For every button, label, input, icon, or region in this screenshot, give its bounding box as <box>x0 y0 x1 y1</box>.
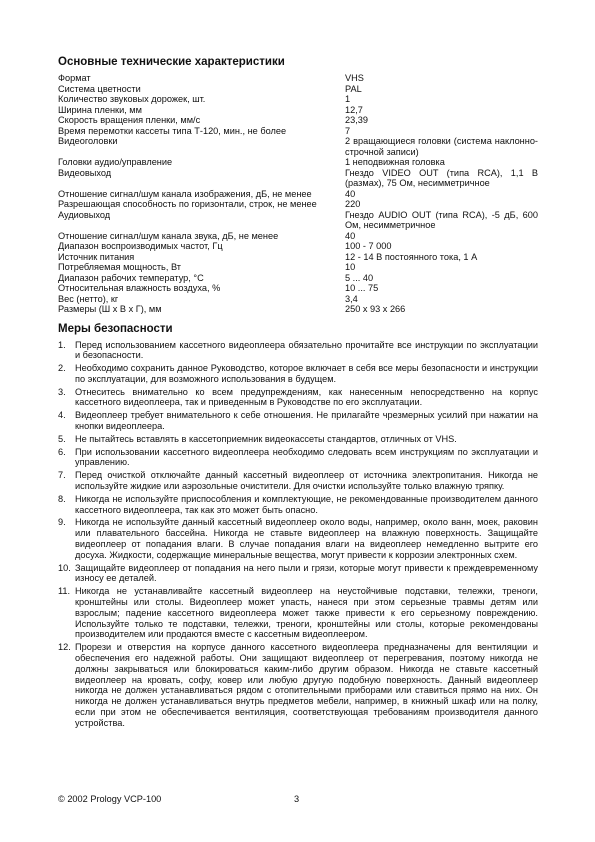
spec-label: Отношение сигнал/шум канала изображения, дБ, не менее <box>58 188 312 199</box>
spec-label: Скорость вращения пленки, мм/с <box>58 115 201 125</box>
rule-number: 1. <box>58 339 66 350</box>
rule-text: Не пытайтесь вставлять в кассетоприемник видеокассеты стандартов, отличных от VHS. <box>75 433 457 444</box>
spec-value: 10 <box>345 262 356 272</box>
spec-label: Вес (нетто), кг <box>58 293 119 304</box>
spec-value: 10 ... 75 <box>345 283 379 293</box>
spec-label: Аудиовыход <box>58 209 111 220</box>
spec-label: Время перемотки кассеты типа Т-120, мин., не более <box>58 125 287 136</box>
page-number: 3 <box>294 794 300 804</box>
spec-label: Видеоголовки <box>58 136 118 146</box>
spec-value: Гнездо VIDEO OUT (типа RCA), 1,1 В (размах), 75 Ом, несимметричное <box>345 167 538 188</box>
safety-heading: Меры безопасности <box>58 322 173 335</box>
safety-rule <box>58 447 538 469</box>
safety-rule <box>58 586 538 640</box>
rule-text: Видеоплеер требует внимательного к себе отношения. Не прилагайте чрезмерных усилий при нажатии на кнопки видеоплеера. <box>75 410 538 432</box>
safety-rule <box>58 563 538 585</box>
spec-label: Количество звуковых дорожек, шт. <box>58 94 206 104</box>
spec-label: Разрешающая способность по горизонтали, строк, не менее <box>58 199 317 209</box>
safety-rule <box>58 340 538 362</box>
rule-text: Никогда не используйте приспособления и комплектующие, не рекомендованные производителем данного кассетного видеоплеера, так как это может быть опасно. <box>75 493 538 515</box>
rule-number: 12. <box>58 642 71 653</box>
rule-number: 10. <box>58 562 71 573</box>
rule-text: Прорези и отверстия на корпусе данного кассетного видеоплеера предназначены для вентиляции и обеспечения его надежной работы. Они защищают видеоплеер от перегревания, поэтому никогда не должны закрываться или блокироваться каким-либо другим образом. Никогда не ставьте кассетный видеоплеер на кровать, софу, ковер или любую другую подобную поверхность. Данный видеоплеер никогда не должен устанавливаться рядом с отопительными приборами или ставиться прямо на них. Он никогда не должен устанавливаться внутрь предметов мебели, например, в книжный шкаф или на полку, если при этом не обеспечивается вентиляция, соответствующая требованиям производителя данного устройства. <box>75 642 538 728</box>
document-page <box>58 56 538 731</box>
rule-number: 5. <box>58 433 66 444</box>
spec-label: Ширина пленки, мм <box>58 104 142 115</box>
rule-number: 11. <box>58 586 71 597</box>
rule-text: Защищайте видеоплеер от попадания на него пыли и грязи, которые могут привести к преждевременному износу ее деталей. <box>75 562 538 584</box>
safety-rule <box>58 410 538 432</box>
spec-label: Размеры (Ш x В x Г), мм <box>58 304 162 314</box>
spec-row <box>58 241 538 252</box>
footer-copyright: © 2002 Prology VCP-100 <box>58 794 162 804</box>
spec-row <box>58 94 538 105</box>
spec-label: Головки аудио/управление <box>58 157 173 167</box>
rule-number: 7. <box>58 470 66 481</box>
spec-label: Относительная влажность воздуха, % <box>58 283 221 293</box>
spec-value: 220 <box>345 199 361 209</box>
rule-number: 6. <box>58 446 66 457</box>
spec-value: PAL <box>345 83 362 94</box>
spec-value: 2 вращающиеся головки (система наклонно-строчной записи) <box>345 136 538 157</box>
spec-label: Видеовыход <box>58 167 112 178</box>
rule-text: При использовании кассетного видеоплеера необходимо следовать всем инструкциям по эксплуатации и управлению. <box>75 446 538 468</box>
spec-value: 23,39 <box>345 115 368 125</box>
spec-value: 5 ... 40 <box>345 272 374 283</box>
safety-rules-list <box>58 340 538 729</box>
rule-number: 3. <box>58 386 66 397</box>
spec-label: Система цветности <box>58 83 141 94</box>
spec-row <box>58 273 538 284</box>
spec-value: 1 <box>345 94 351 104</box>
spec-row <box>58 294 538 305</box>
spec-value: 40 <box>345 230 356 241</box>
safety-rule <box>58 494 538 516</box>
spec-row <box>58 210 538 231</box>
rule-number: 8. <box>58 493 66 504</box>
spec-row <box>58 84 538 95</box>
spec-row <box>58 73 538 84</box>
safety-rule <box>58 387 538 409</box>
spec-label: Потребляемая мощность, Вт <box>58 262 181 272</box>
spec-value: 40 <box>345 188 356 199</box>
spec-label: Источник питания <box>58 251 135 262</box>
safety-rule <box>58 517 538 560</box>
spec-value: 250 x 93 x 266 <box>345 304 406 314</box>
rule-text: Никогда не устанавливайте кассетный видеоплеер на неустойчивые подставки, тележки, треноги, кронштейны или столы. Видеоплеер может упасть, нанеся при этом серьезные травмы детям или взрослым; падение кассетного видеоплеера может также привести к его серьезному повреждению. Используйте только те подставки, тележки, треноги, кронштейны или столы, которые рекомендованы производителем или продаются вместе с кассетным видеоплеером. <box>75 586 538 640</box>
spec-value: 12 - 14 В постоянного тока, 1 А <box>345 251 478 262</box>
spec-value: 12,7 <box>345 104 363 115</box>
safety-rule <box>58 470 538 492</box>
spec-row <box>58 231 538 242</box>
spec-row <box>58 168 538 189</box>
spec-value: 3,4 <box>345 293 358 304</box>
rule-text: Отнеситесь внимательно ко всем предупреждениям, как нанесенным непосредственно на корпус кассетного видеоплеера, так и приведенным в Руководстве по его эксплуатации. <box>75 386 538 408</box>
spec-row <box>58 136 538 157</box>
spec-value: 7 <box>345 125 351 136</box>
spec-value: Гнездо AUDIO OUT (типа RCA), -5 дБ, 600 Ом, несимметричное <box>345 209 538 230</box>
rule-text: Перед использованием кассетного видеоплеера обязательно прочитайте все инструкции по эксплуатации и безопасности. <box>75 339 538 361</box>
rule-text: Необходимо сохранить данное Руководство, которое включает в себя все меры безопасности и инструкции по эксплуатации, для возможного использования в будущем. <box>75 363 538 384</box>
spec-label: Отношение сигнал/шум канала звука, дБ, не менее <box>58 230 279 241</box>
rule-text: Перед очисткой отключайте данный кассетный видеоплеер от источника электропитания. Никогда не используйте жидкие или аэрозольные очистители. Для очистки используйте только влажную тряпку. <box>75 470 538 492</box>
rule-number: 9. <box>58 517 66 528</box>
spec-row <box>58 262 538 273</box>
safety-rule <box>58 434 538 445</box>
rule-number: 2. <box>58 363 66 374</box>
specs-table <box>58 73 538 315</box>
spec-row <box>58 157 538 168</box>
spec-row <box>58 126 538 137</box>
spec-label: Формат <box>58 73 91 83</box>
spec-row <box>58 105 538 116</box>
safety-rule <box>58 363 538 385</box>
spec-value: 100 - 7 000 <box>345 241 392 251</box>
spec-row <box>58 199 538 210</box>
rule-number: 4. <box>58 410 66 421</box>
safety-rule <box>58 642 538 728</box>
spec-value: 1 неподвижная головка <box>345 157 445 167</box>
spec-row <box>58 189 538 200</box>
spec-row <box>58 115 538 126</box>
specs-heading: Основные технические характеристики <box>58 56 285 68</box>
spec-label: Диапазон воспроизводимых частот, Гц <box>58 241 223 251</box>
spec-row <box>58 252 538 263</box>
spec-value: VHS <box>345 73 364 83</box>
spec-label: Диапазон рабочих температур, °C <box>58 272 204 283</box>
spec-row <box>58 283 538 294</box>
rule-text: Никогда не используйте данный кассетный видеоплеер около воды, например, около ванн, моек, раковин или плавательного бассейна. Никогда не ставьте видеоплеер на влажную поверхность. Защищайте видеоплеер от попадания влаги. В случае попадания влаги на видеоплеер немедленно вытрите его досуха. Жидкости, содержащие минеральные вещества, могут привести к коррозии электронных схем. <box>75 517 538 560</box>
spec-row <box>58 304 538 315</box>
